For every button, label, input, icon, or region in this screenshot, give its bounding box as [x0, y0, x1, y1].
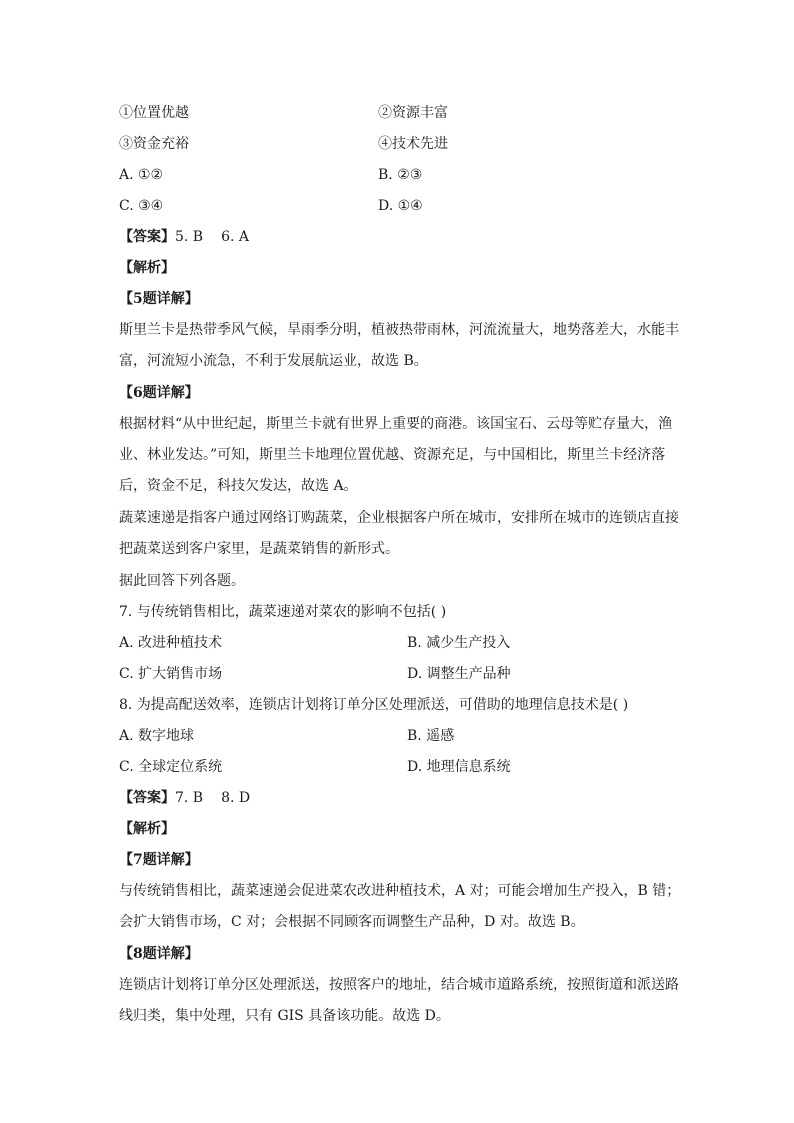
- text-line: 富，河流短小流急，不利于发展航运业，故选 B。: [119, 353, 428, 369]
- option-3: ③资金充裕: [119, 136, 189, 152]
- answer-label: 【答案】: [119, 229, 175, 245]
- option-row: [119, 134, 448, 154]
- answer-q5: 5. B: [175, 229, 204, 245]
- choice-c: C. 全球定位系统: [119, 759, 223, 775]
- instruction: 据此回答下列各题。: [119, 573, 245, 589]
- text-line: 线归类，集中处理，只有 GIS 具备该功能。故选 D。: [119, 1008, 450, 1024]
- choice-row: [119, 757, 511, 777]
- choice-b: B. 遥感: [407, 728, 455, 744]
- text-line: 根据材料“从中世纪起，斯里兰卡就有世界上重要的商港。该国宝石、云母等贮存量大，渔: [119, 416, 673, 432]
- q6-detail-heading: 【6题详解】: [119, 385, 199, 401]
- choice-row: [119, 664, 511, 684]
- choice-d: D. ①④: [378, 198, 423, 214]
- answer-q7: 7. B: [175, 790, 204, 806]
- text-line: 会扩大销售市场，C 对；会根据不同顾客而调整生产品种，D 对。故选 B。: [119, 914, 585, 930]
- choice-a: A. 改进种植技术: [119, 635, 223, 651]
- text-line: 蔬菜速递是指客户通过网络订购蔬菜，企业根据客户所在城市，安排所在城市的连锁店直接: [119, 510, 679, 526]
- text-line: 业、林业发达。”可知，斯里兰卡地理位置优越、资源充足，与中国相比，斯里兰卡经济落: [119, 447, 666, 463]
- option-row: [119, 103, 448, 123]
- question-7-stem: 7. 与传统销售相比，蔬菜速递对菜农的影响不包括( ): [119, 604, 447, 620]
- material-text: [119, 503, 679, 565]
- q6-explanation: [119, 409, 675, 502]
- choice-c: C. 扩大销售市场: [119, 666, 223, 682]
- answer-q8: 8. D: [221, 790, 251, 806]
- question-8-stem: 8. 为提高配送效率，连锁店计划将订单分区处理派送，可借助的地理信息技术是( ): [119, 697, 629, 713]
- choice-row: [119, 196, 423, 216]
- choice-row: [119, 633, 511, 653]
- text-line: 斯里兰卡是热带季风气候，旱雨季分明，植被热带雨林，河流流量大，地势落差大，水能丰: [119, 322, 679, 338]
- q7-detail-heading: 【7题详解】: [119, 852, 199, 868]
- choice-row: [119, 726, 455, 746]
- choice-b: B. 减少生产投入: [407, 635, 511, 651]
- q8-detail-heading: 【8题详解】: [119, 946, 199, 962]
- analysis-heading: 【解析】: [119, 260, 175, 276]
- choice-c: C. ③④: [119, 198, 164, 214]
- answer-label: 【答案】: [119, 790, 175, 806]
- text-line: 与传统销售相比，蔬菜速递会促进菜农改进种植技术，A 对；可能会增加生产投入，B 错；: [119, 883, 681, 899]
- q5-detail-heading: 【5题详解】: [119, 291, 199, 307]
- q7-explanation: [119, 876, 681, 938]
- analysis-heading: 【解析】: [119, 821, 175, 837]
- answer-line: [119, 227, 249, 247]
- answer-line: [119, 788, 250, 808]
- q5-explanation: [119, 315, 679, 377]
- choice-row: [119, 165, 423, 185]
- choice-d: D. 调整生产品种: [407, 666, 511, 682]
- text-line: 把蔬菜送到客户家里，是蔬菜销售的新形式。: [119, 541, 399, 557]
- q8-explanation: [119, 970, 679, 1032]
- choice-a: A. 数字地球: [119, 728, 195, 744]
- choice-b: B. ②③: [378, 167, 423, 183]
- choice-d: D. 地理信息系统: [407, 759, 511, 775]
- text-line: 连锁店计划将订单分区处理派送，按照客户的地址，结合城市道路系统，按照街道和派送路: [119, 977, 679, 993]
- option-4: ④技术先进: [378, 136, 448, 152]
- text-line: 后，资金不足，科技欠发达，故选 A。: [119, 478, 358, 494]
- answer-q6: 6. A: [221, 229, 250, 245]
- option-1: ①位置优越: [119, 105, 189, 121]
- option-2: ②资源丰富: [378, 105, 448, 121]
- choice-a: A. ①②: [119, 167, 164, 183]
